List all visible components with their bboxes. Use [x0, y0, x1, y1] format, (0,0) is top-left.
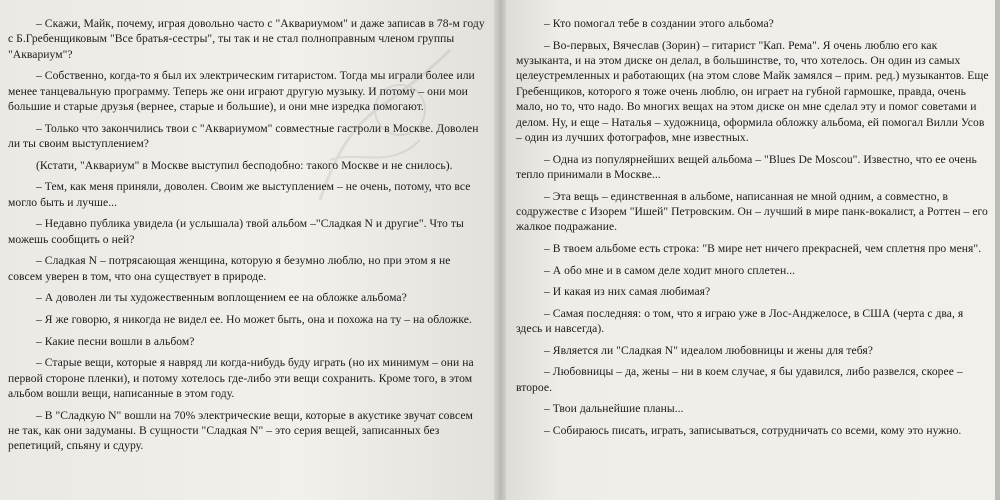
right-page-paragraph: – Самая последняя: о том, что я играю уже в Лос-Анджелосе, в США (черта с два, я здесь и навсегда). — [516, 306, 964, 336]
right-page-paragraph: – А обо мне и в самом деле ходит много сплетен... — [544, 263, 796, 277]
right-page-paragraph: – Эта вещь – единственная в альбоме, написанная не мной одним, а совместно, в содружестве с Изорем "Ишей" Петровским. Он – лучший в мире панк-вокалист, а Роттен – его жалкое подражание. — [516, 189, 988, 234]
left-page-paragraph: – Я же говорю, я никогда не видел ее. Но может быть, она и похожа на ту – на обложке. — [36, 313, 472, 326]
back-page-edge — [995, 0, 1000, 500]
right-page-paragraph: – Кто помогал тебе в создании этого альбома? — [544, 17, 774, 30]
left-page-paragraph: – Только что закончились твои с "Аквариумом" совместные гастроли в Москве. Доволен ли ты своим выступлением? — [8, 121, 479, 151]
left-page-paragraph: – Какие песни вошли в альбом? — [36, 334, 195, 348]
right-page-paragraph: – Является ли "Сладкая N" идеалом любовницы и жены для тебя? — [544, 343, 873, 357]
left-page-paragraph: – Старые вещи, которые я навряд ли когда-нибудь буду играть (но их минимум – они на первой стороне пленки), и потому хотелось где-либо эти вещи сохранить. Кроме того, в этом альбом вошли вещи, написанные в этом году. — [8, 356, 474, 400]
right-page-paragraph: – И какая из них самая любимая? — [544, 285, 711, 299]
left-page-paragraph: – Недавно публика увидела (и услышала) твой альбом –"Сладкая N и другие". Что ты можешь сообщить о ней? — [8, 217, 464, 246]
right-page-paragraph: – Одна из популярнейших вещей альбома – "Blues De Moscou". Известно, что ее очень тепло принимали в Москве... — [516, 152, 977, 182]
left-page-paragraph: – Сладкая N – потрясающая женщина, которую я безумно люблю, но при этом я не совсем уверен в том, что она существует в природе. — [8, 254, 451, 283]
right-page — [500, 0, 1000, 500]
faint-illustration-icon — [300, 40, 460, 220]
left-page-paragraph: – А доволен ли ты художественным воплощением ее на обложке альбома? — [36, 291, 407, 305]
right-page-paragraph: – Во-первых, Вячеслав (Зорин) – гитарист "Кап. Рема". Я очень люблю его как музыканта, и на этом диске он делал, в большинстве, то, что хотелось. Он один из самых целеустремленных и работающих (на этом слове Майк замялся – прим. ред.) музыкантов. Еще Гребенщиков, которого я тоже очень люблю, он играет на губной гармошке, правда, очень мало, но то, что надо. Во многих вещах на этом диске он мне сделал эту и помог советами и делом. Ну, и еще – Наталья – художница, оформила обложку альбома, ей помогал Вилли Усов – один из лучших фотографов, мне известных. — [516, 38, 989, 145]
right-page-paragraph: – В твоем альбоме есть строка: "В мире нет ничего прекрасней, чем сплетня про меня". — [544, 242, 982, 256]
page-gutter — [494, 0, 506, 500]
left-page-paragraph: (Кстати, "Аквариум" в Москве выступил бесподобно: такого Москве и не снилось). — [36, 158, 453, 172]
right-page-paragraph: – Собираюсь писать, играть, записываться, сотрудничать со всеми, кому это нужно. — [544, 424, 962, 437]
left-page-paragraph: – Собственно, когда-то я был их электрическим гитаристом. Тогда мы играли более или менее танцевальную программу. Теперь же они играют другую музыку. И потому – они мои большие и старые друзья (вернее, старые и большие), и они мне изредка помогают. — [8, 69, 475, 114]
left-page-paragraph: – В "Сладкую N" вошли на 70% электрические вещи, которые в акустике звучат совсем не так, как они задуманы. В сущности "Сладкая N" – это серия вещей, записанных без репетиций, спьяну и сдуру. — [8, 408, 473, 453]
left-page-paragraph: – Скажи, Майк, почему, играя довольно часто с "Аквариумом" и даже записав в 78-м году с Б.Гребенщиковым "Все братья-сестры", ты так и не стал полноправным членом группы "Аквариум"? — [8, 17, 485, 61]
right-page-paragraph: – Любовницы – да, жены – ни в коем случае, я бы удавился, либо развелся, скорее – второе. — [516, 365, 963, 394]
right-page-text — [516, 16, 996, 438]
left-page-paragraph: – Тем, как меня приняли, доволен. Своим же выступлением – не очень, потому, что все могло быть и лучше... — [8, 180, 471, 209]
right-page-paragraph: – Твои дальнейшие планы... — [544, 402, 684, 416]
